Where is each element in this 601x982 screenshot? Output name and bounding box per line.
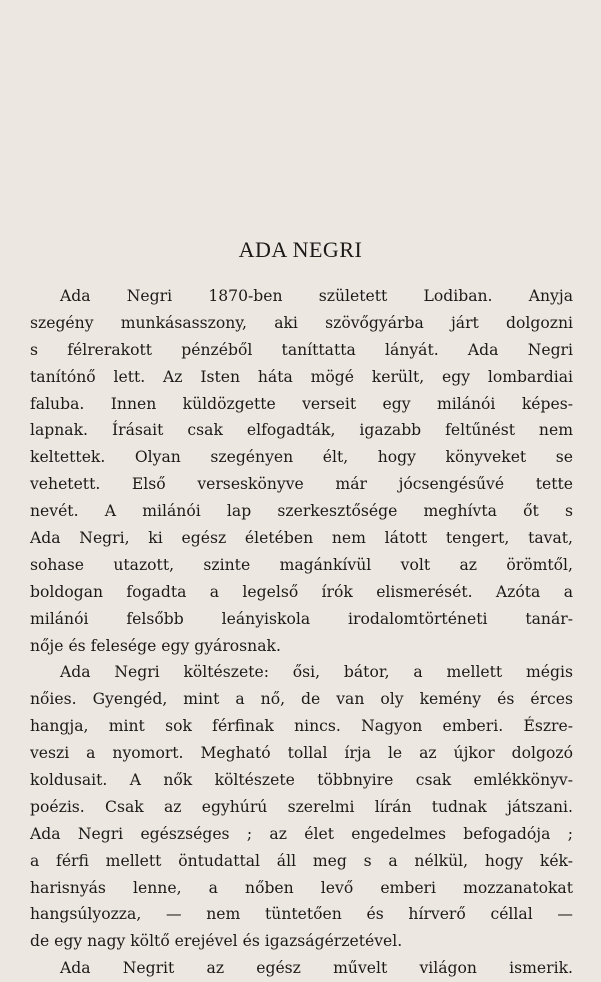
text-line: poézis. Csak az egyhúrú szerelmi lírán tudnak játszani. — [30, 797, 573, 816]
text-line: Ada Negri költészete: ősi, bátor, a mellett mégis — [60, 663, 573, 682]
text-line: lapnak. Írásait csak elfogadták, igazabb feltűnést nem — [30, 421, 573, 440]
text-line: milánói felsőbb leányiskola irodalomtörténeti tanár- — [30, 609, 573, 628]
text-line: harisnyás lenne, a nőben levő emberi mozzanatokat — [30, 878, 573, 897]
text-line: s félrerakott pénzéből taníttatta lányát. Ada Negri — [30, 340, 573, 359]
text-line: keltettek. Olyan szegényen élt, hogy könyveket se — [30, 448, 573, 467]
text-line: de egy nagy költő erejével és igazságérzetével. — [30, 932, 403, 951]
text-line: hangja, mint sok férfinak nincs. Nagyon emberi. Észre- — [30, 717, 573, 736]
text-line: koldusait. A nők költészete többnyire csak emlékkönyv- — [30, 771, 573, 790]
text-line: faluba. Innen küldözgette verseit egy milánói képes- — [30, 394, 573, 413]
chapter-title: ADA NEGRI — [238, 237, 363, 262]
text-line: Ada Negri egészséges ; az élet engedelmes befogadója ; — [30, 824, 573, 843]
text-line: boldogan fogadta a legelső írók elismerését. Azóta a — [30, 582, 573, 601]
text-line: nője és felesége egy gyárosnak. — [30, 636, 281, 655]
text-line: Ada Negri 1870-ben született Lodiban. Anyja — [60, 287, 573, 305]
text-line: szegény munkásasszony, aki szövőgyárba járt dolgozni — [30, 313, 573, 332]
text-line: nevét. A milánói lap szerkesztősége meghívta őt s — [30, 502, 573, 521]
body-text — [30, 283, 573, 982]
text-line: Ada Negri, ki egész életében nem látott tengert, tavat, — [30, 529, 573, 548]
text-line: a férfi mellett öntudattal áll meg s a nélkül, hogy kék- — [30, 851, 573, 870]
text-line: sohase utazott, szinte magánkívül volt az örömtől, — [30, 555, 573, 574]
text-line: tanítónő lett. Az Isten háta mögé került, egy lombardiai — [30, 367, 573, 386]
text-line: vehetett. Első verseskönyve már jócsengésűvé tette — [30, 475, 573, 494]
text-line: Ada Negrit az egész művelt világon ismerik. — [60, 959, 573, 978]
text-line: veszi a nyomort. Megható tollal írja le az újkor dolgozó — [30, 744, 573, 763]
text-line: hangsúlyozza, — nem tüntetően és hírverő céllal — — [30, 905, 573, 924]
text-line: nőies. Gyengéd, mint a nő, de van oly kemény és érces — [30, 690, 573, 709]
